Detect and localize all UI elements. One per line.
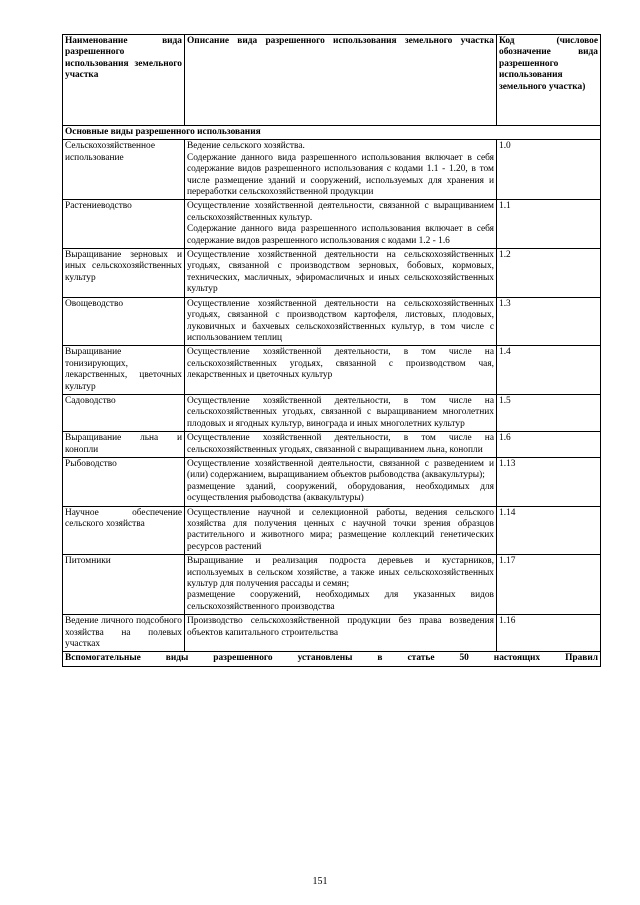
table-row: [63, 200, 601, 249]
land-use-name: Выращивание зерновых и иных сельскохозяйственных культур: [63, 249, 185, 298]
land-use-name: Выращивание льна и конопли: [63, 432, 185, 458]
description-paragraph: Выращивание и реализация подроста деревьев и кустарников, используемых в сельском хозяйстве, а также иных сельскохозяйственных культур для получения рассады и семян;: [187, 556, 494, 590]
description-paragraph: размещение зданий, сооружений, оборудования, необходимых для осуществления рыбоводства (аквакультуры): [187, 481, 494, 504]
land-use-description: [185, 432, 497, 458]
land-use-name: Садоводство: [63, 394, 185, 431]
land-use-description: [185, 394, 497, 431]
land-use-name: Выращивание тонизирующих, лекарственных, цветочных культур: [63, 346, 185, 395]
land-use-code: 1.13: [497, 457, 601, 506]
land-use-code: 1.3: [497, 297, 601, 346]
land-use-code: 1.16: [497, 615, 601, 652]
description-paragraph: Осуществление хозяйственной деятельности, в том числе на сельскохозяйственных угодьях, связанной с выращиванием льна, конопли: [187, 433, 494, 455]
table-row: [63, 457, 601, 506]
description-paragraph: Осуществление хозяйственной деятельности, связанной с разведением и (или) содержанием, выращиванием объектов рыбоводства (аквакультуры);: [187, 458, 494, 481]
land-use-description: [185, 555, 497, 615]
description-paragraph: Ведение сельского хозяйства.: [187, 141, 305, 152]
land-use-name: Рыбоводство: [63, 457, 185, 506]
table-row: [63, 297, 601, 346]
description-paragraph: Осуществление хозяйственной деятельности, связанной с выращиванием сельскохозяйственных культур.: [187, 201, 494, 223]
description-paragraph: Содержание данного вида разрешенного использования включает в себя содержание видов разрешенного использования с кодами 1.1 - 1.20, в том числе размещение зданий и сооружений, используемых для хранения и переработки сельскохозяйственной продукции: [187, 152, 494, 198]
land-use-description: [185, 140, 497, 200]
description-paragraph: Содержание данного вида разрешенного использования включает в себя содержание видов разрешенного использования с кодами 1.2 - 1.6: [187, 224, 494, 246]
table-row: [63, 249, 601, 298]
table-row: [63, 394, 601, 431]
land-use-name: Сельскохозяйственное использование: [63, 140, 185, 200]
description-paragraph: размещение сооружений, необходимых для указанных видов сельскохозяйственного производства: [187, 590, 494, 612]
land-use-code: 1.17: [497, 555, 601, 615]
land-use-code: 1.5: [497, 394, 601, 431]
land-use-description: [185, 506, 497, 555]
land-use-table: [62, 34, 601, 667]
auxiliary-uses-text: Вспомогательные виды разрешенного установлены в статье 50 настоящих Правил: [63, 652, 601, 666]
header-code-cell: Код (числовое обозначение вида разрешенного использования земельного участка): [497, 35, 601, 126]
table-row: [63, 140, 601, 200]
description-paragraph: Осуществление научной и селекционной работы, ведения сельского хозяйства для получения ценных с научной точки зрения образцов растительного и животного мира; размещение коллекций генетических ресурсов растений: [187, 507, 494, 552]
section-row: [63, 126, 601, 140]
table-row: [63, 506, 601, 555]
land-use-name: Овощеводство: [63, 297, 185, 346]
table-row: [63, 615, 601, 652]
land-use-code: 1.4: [497, 346, 601, 395]
land-use-description: [185, 346, 497, 395]
description-paragraph: Производство сельскохозяйственной продукции без права возведения объектов капитального строительства: [187, 616, 494, 638]
land-use-code: 1.0: [497, 140, 601, 200]
land-use-name: Питомники: [63, 555, 185, 615]
land-use-code: 1.6: [497, 432, 601, 458]
header-description-cell: Описание вида разрешенного использования земельного участка: [185, 35, 497, 126]
land-use-description: [185, 249, 497, 298]
land-use-code: 1.2: [497, 249, 601, 298]
description-paragraph: Осуществление хозяйственной деятельности на сельскохозяйственных угодьях, связанной с производством картофеля, листовых, плодовых, луковичных и бахчевых сельскохозяйственных культур, в том числе с использованием теплиц: [187, 298, 494, 343]
land-use-description: [185, 297, 497, 346]
page-number: 151: [312, 876, 328, 887]
description-paragraph: Осуществление хозяйственной деятельности, в том числе на сельскохозяйственных угодьях, связанной с выращиванием многолетних плодовых и ягодных культур, винограда и иных многолетних культур: [187, 395, 494, 429]
land-use-code: 1.14: [497, 506, 601, 555]
auxiliary-uses-row: [63, 652, 601, 666]
land-use-name: Ведение личного подсобного хозяйства на полевых участках: [63, 615, 185, 652]
table-header-row: [63, 35, 601, 126]
description-paragraph: Осуществление хозяйственной деятельности, в том числе на сельскохозяйственных угодьях, связанной с производством чая, лекарственных и цветочных культур: [187, 347, 494, 381]
land-use-description: [185, 200, 497, 249]
table-row: [63, 346, 601, 395]
land-use-name: Растениеводство: [63, 200, 185, 249]
table-row: [63, 555, 601, 615]
header-name-cell: Наименование вида разрешенного использования земельного участка: [63, 35, 185, 126]
land-use-description: [185, 615, 497, 652]
section-title: Основные виды разрешенного использования: [63, 126, 601, 140]
land-use-description: [185, 457, 497, 506]
table-row: [63, 432, 601, 458]
description-paragraph: Осуществление хозяйственной деятельности на сельскохозяйственных угодьях, связанной с производством зерновых, бобовых, кормовых, технических, масличных, эфиромасличных и иных сельскохозяйственных культур: [187, 250, 494, 295]
land-use-name: Научное обеспечение сельского хозяйства: [63, 506, 185, 555]
land-use-code: 1.1: [497, 200, 601, 249]
